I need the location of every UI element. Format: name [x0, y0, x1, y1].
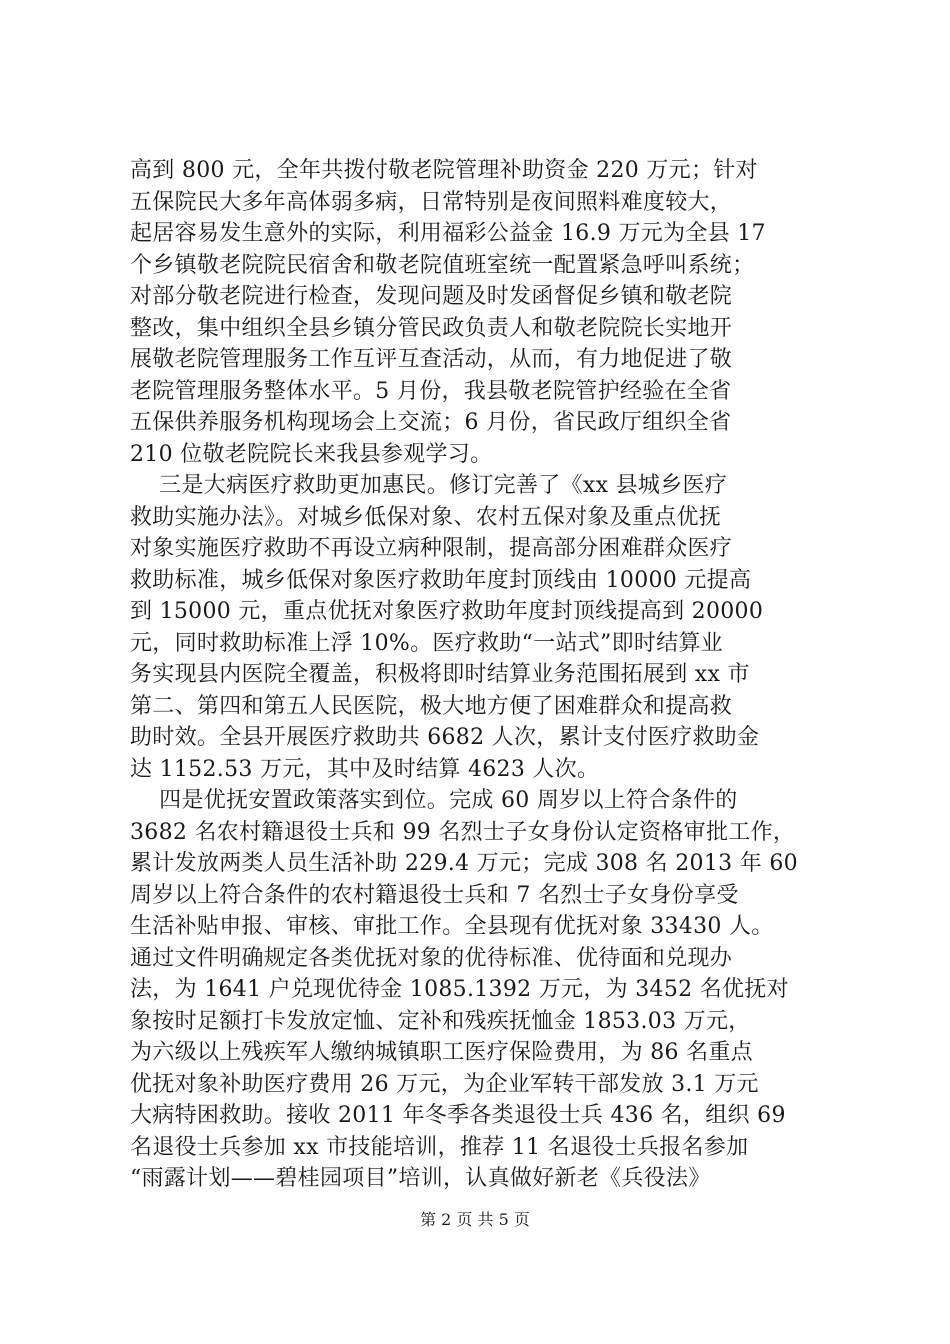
text-line: 大病特困救助。接收 2011 年冬季各类退役士兵 436 名，组织 69	[130, 1103, 786, 1128]
text-line: 五保院民大多年高体弱多病，日常特别是夜间照料难度较大，	[130, 189, 733, 215]
text-line: 法，为 1641 户兑现优待金 1085.1392 万元，为 3452 名优抚对	[130, 977, 789, 1002]
text-line: 3682 名农村籍退役士兵和 99 名烈士子女身份认定资格审批工作，	[130, 819, 796, 845]
text-line: 高到 800 元，全年共拨付敬老院管理补助资金 220 万元；针对	[130, 158, 758, 183]
text-line: 起居容易发生意外的实际，利用福彩公益金 16.9 万元为全县 17	[130, 221, 766, 246]
text-line: 到 15000 元，重点优抚对象医疗救助年度封顶线提高到 20000	[130, 599, 764, 624]
document-body	[130, 155, 850, 1195]
text-line: 累计发放两类人员生活补助 229.4 万元；完成 308 名 2013 年 60	[130, 851, 798, 876]
text-line: 五保供养服务机构现场会上交流；6 月份，省民政厅组织全省	[130, 410, 732, 435]
text-line: 通过文件明确规定各类优抚对象的优待标准、优待面和兑现办	[130, 945, 733, 971]
text-line: 第二、第四和第五人民医院，极大地方便了困难群众和提高救	[130, 693, 733, 719]
text-line: 元，同时救助标准上浮 10%。医疗救助“一站式”即时结算业	[130, 630, 724, 656]
text-line: 务实现县内医院全覆盖，积极将即时结算业务范围拓展到 xx 市	[130, 662, 750, 687]
text-line: 整改，集中组织全县乡镇分管民政负责人和敬老院院长实地开	[130, 315, 733, 341]
text-line: 生活补贴申报、审核、审批工作。全县现有优抚对象 33430 人。	[130, 914, 774, 939]
text-line: 对部分敬老院进行检查，发现问题及时发函督促乡镇和敬老院	[130, 284, 733, 309]
text-line: 周岁以上符合条件的农村籍退役士兵和 7 名烈士子女身份享受	[130, 882, 739, 908]
text-line: 名退役士兵参加 xx 市技能培训，推荐 11 名退役士兵报名参加	[130, 1134, 749, 1160]
text-line: 210 位敬老院院长来我县参观学习。	[130, 441, 493, 467]
text-line: 救助标准，城乡低保对象医疗救助年度封顶线由 10000 元提高	[130, 567, 752, 593]
text-line: “雨露计划——碧桂园项目”培训，认真做好新老《兵役法》	[130, 1166, 711, 1191]
text-line: 达 1152.53 万元，其中及时结算 4623 人次。	[130, 756, 600, 782]
text-line: 个乡镇敬老院院民宿舍和敬老院值班室统一配置紧急呼叫系统；	[130, 252, 755, 278]
text-line: 助时效。全县开展医疗救助共 6682 人次，累计支付医疗救助金	[130, 725, 760, 750]
page-footer: 第 2 页 共 5 页	[420, 1210, 530, 1229]
text-line: 为六级以上残疾军人缴纳城镇职工医疗保险费用，为 86 名重点	[130, 1040, 753, 1065]
text-line: 四是优抚安置政策落实到位。完成 60 周岁以上符合条件的	[130, 788, 738, 813]
text-line: 对象实施医疗救助不再设立病种限制，提高部分困难群众医疗	[130, 536, 733, 561]
text-line: 老院管理服务整体水平。5 月份，我县敬老院管护经验在全省	[130, 378, 732, 404]
text-line: 展敬老院管理服务工作互评互查活动，从而，有力地促进了敬	[130, 347, 733, 372]
text-line: 救助实施办法》。对城乡低保对象、农村五保对象及重点优抚	[130, 504, 722, 530]
text-line: 三是大病医疗救助更加惠民。修订完善了《xx 县城乡医疗	[130, 473, 728, 498]
text-line: 优抚对象补助医疗费用 26 万元，为企业军转干部发放 3.1 万元	[130, 1071, 759, 1097]
text-line: 象按时足额打卡发放定恤、定补和残疾抚恤金 1853.03 万元，	[130, 1008, 751, 1034]
